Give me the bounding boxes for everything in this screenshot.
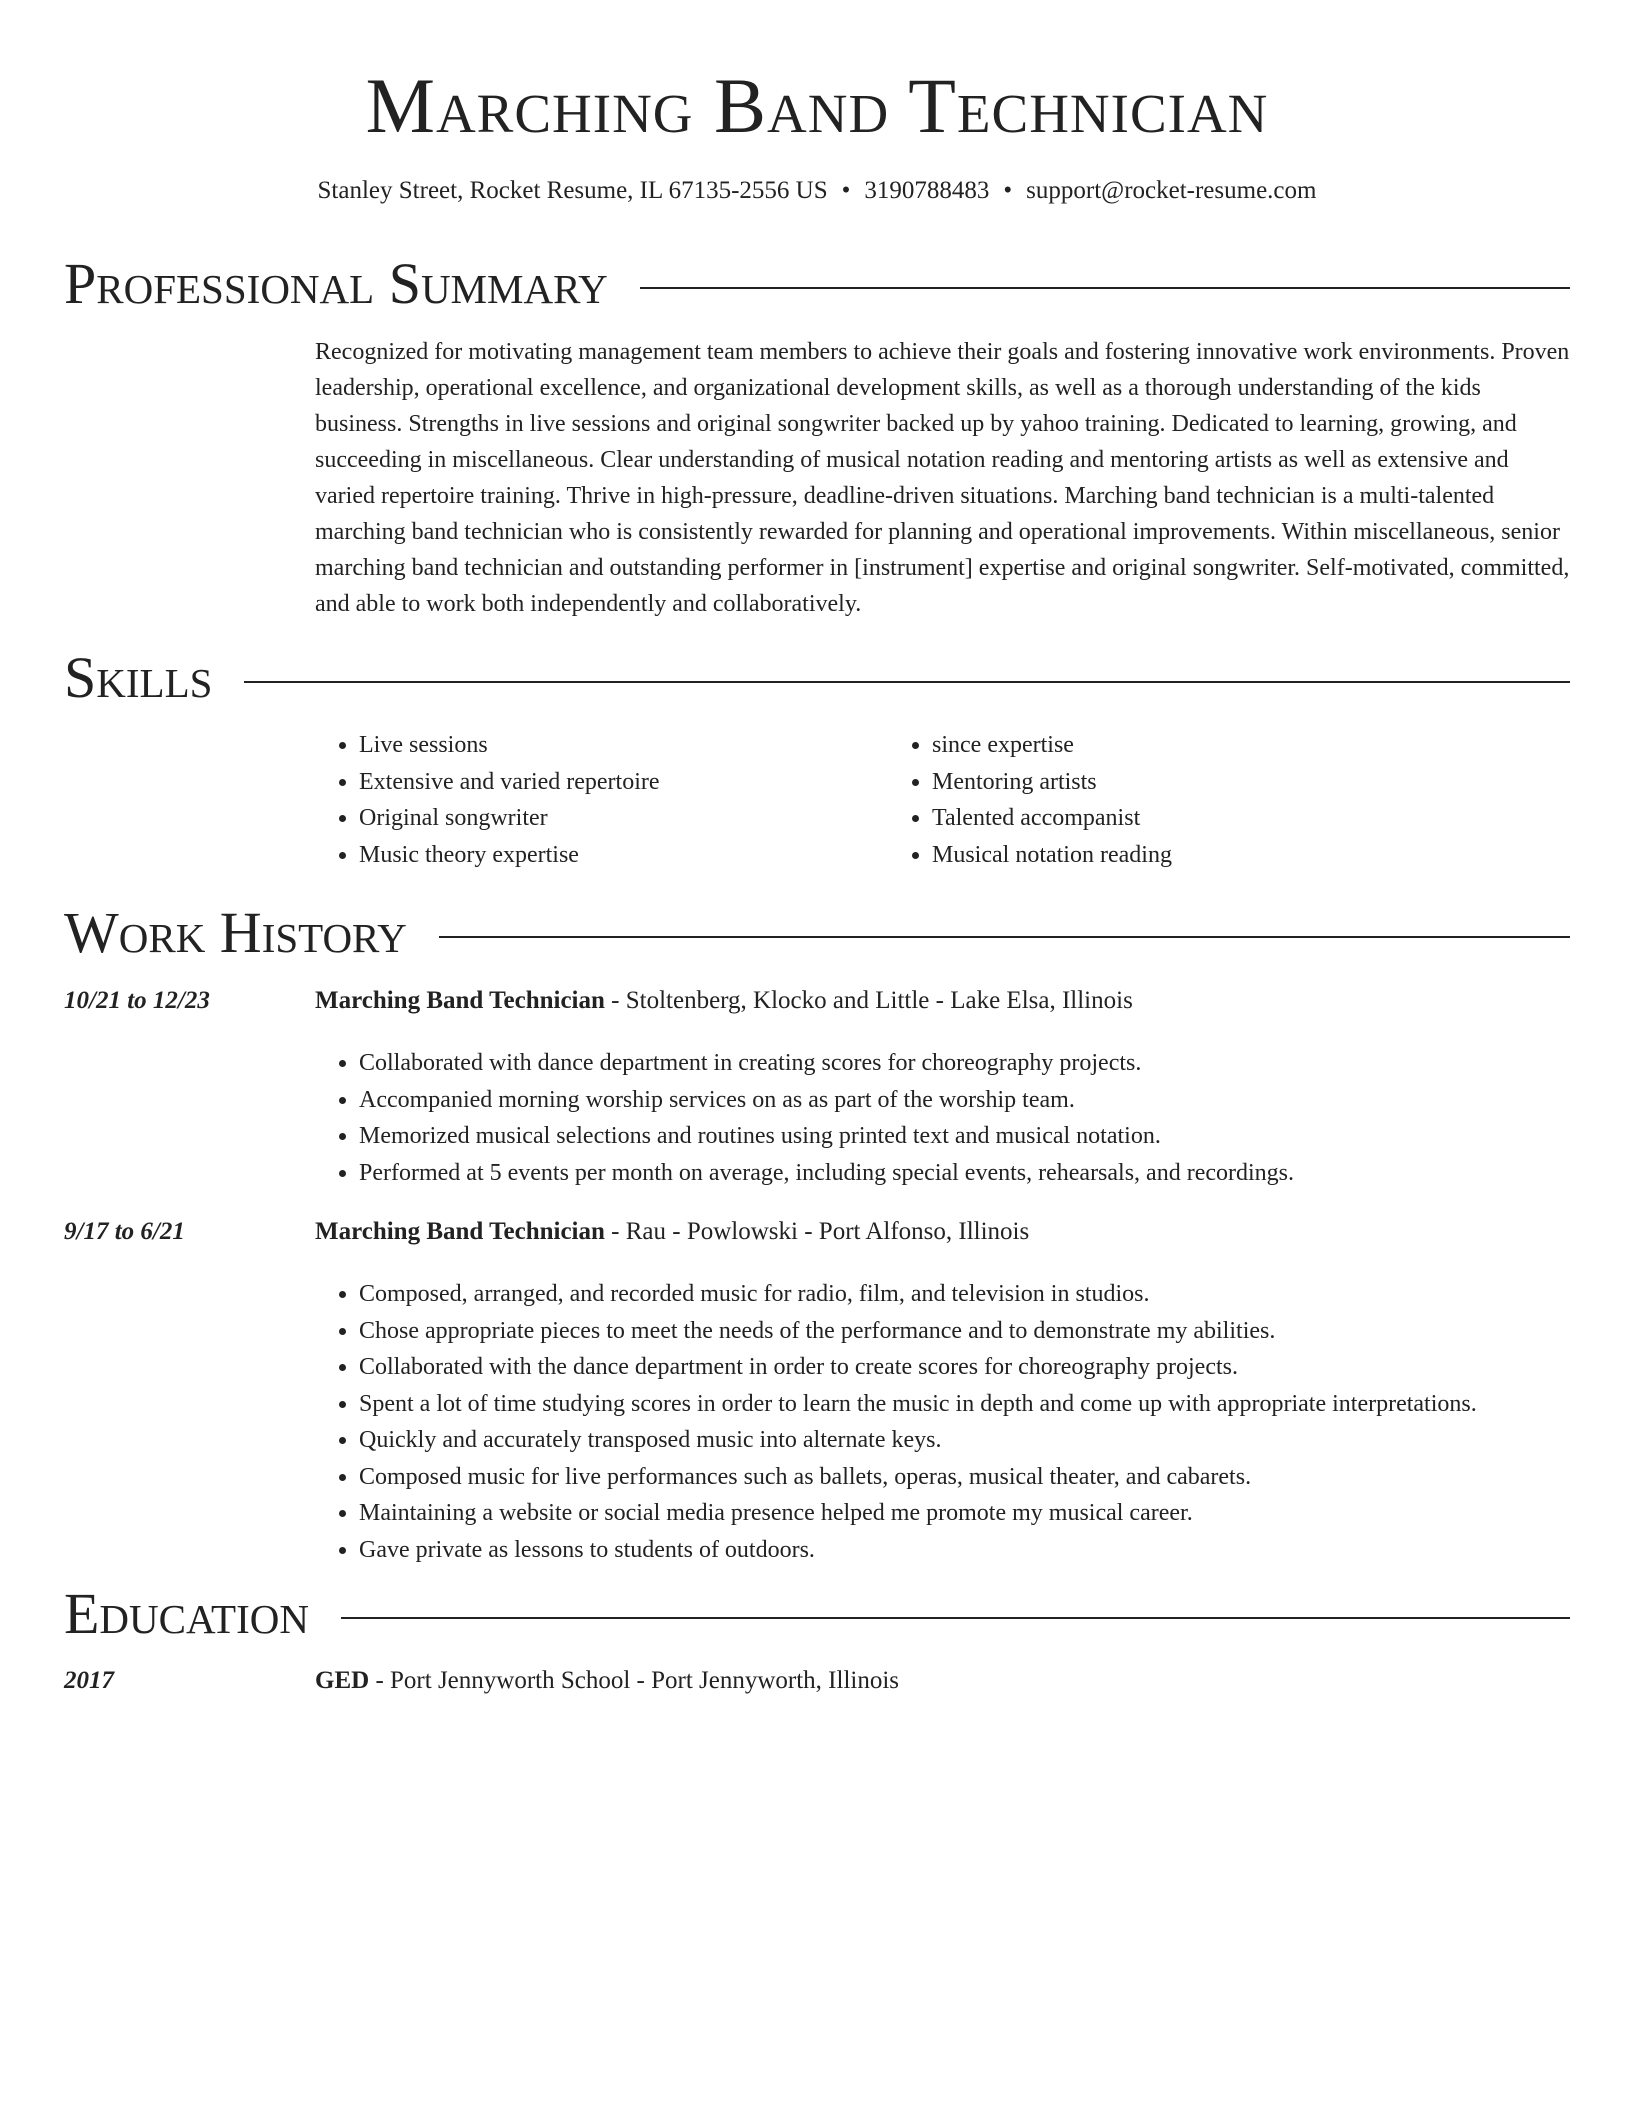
skill-item: • Mentoring artists [932, 764, 1570, 801]
education-school-location: - Port Jennyworth School - Port Jennyworth, Illinois [369, 1667, 900, 1694]
skill-item: • since expertise [932, 727, 1570, 764]
skills-column-left [315, 727, 888, 873]
education-degree: GED [315, 1667, 370, 1694]
work-heading: Work History [64, 900, 407, 965]
job-duties [315, 1276, 1570, 1568]
skill-item: • Extensive and varied repertoire [359, 764, 888, 801]
section-divider [244, 681, 1570, 683]
education-year: 2017 [64, 1667, 114, 1694]
summary-section-header [64, 252, 1570, 316]
job-dates: 9/17 to 6/21 [64, 1218, 185, 1245]
duty-item: • Memorized musical selections and routines using printed text and musical notation. [359, 1118, 1570, 1155]
education-heading: Education [64, 1581, 309, 1646]
section-divider [439, 936, 1570, 938]
summary-text: Recognized for motivating management team members to achieve their goals and fostering innovative work environments. Proven leadership, operational excellence, and organizational development skills, as well as a thorough understanding of the kids business. Strengths in live sessions and original songwriter backed up by yahoo training. Dedicated to learning, growing, and succeeding in miscellaneous. Clear understanding of musical notation reading and mentoring artists as well as extensive and varied repertoire training. Thrive in high-pressure, deadline-driven situations. Marching band technician is a multi-talented marching band technician who is consistently rewarded for planning and operational improvements. Within miscellaneous, senior marching band technician and outstanding performer in [instrument] expertise and original songwriter. Self-motivated, committed, and able to work both independently and collaboratively. [315, 339, 1570, 617]
summary-heading: Professional Summary [64, 251, 608, 316]
skills-list [315, 727, 1570, 873]
section-divider [341, 1617, 1570, 1619]
contact-line [64, 174, 1570, 208]
duty-item: • Maintaining a website or social media presence helped me promote my musical career. [359, 1495, 1570, 1532]
section-divider [640, 287, 1570, 289]
skill-item: • Original songwriter [359, 800, 888, 837]
duty-item: • Accompanied morning worship services on as as part of the worship team. [359, 1082, 1570, 1119]
duty-item: • Composed, arranged, and recorded music for radio, film, and television in studios. [359, 1276, 1570, 1313]
duty-item: • Collaborated with the dance department in order to create scores for choreography projects. [359, 1349, 1570, 1386]
duty-item: • Gave private as lessons to students of outdoors. [359, 1532, 1570, 1569]
skill-item: • Live sessions [359, 727, 888, 764]
skills-section-header [64, 646, 1570, 710]
job-duties [315, 1045, 1570, 1191]
contact-separator: • [1003, 177, 1013, 204]
skill-item: • Talented accompanist [932, 800, 1570, 837]
education-entry [315, 1664, 899, 1698]
job-employer-location: - Rau - Powlowski - Port Alfonso, Illinois [604, 1218, 1030, 1245]
education-section-header [64, 1582, 1570, 1646]
duty-item: • Performed at 5 events per month on average, including special events, rehearsals, and recordings. [359, 1155, 1570, 1192]
contact-email: support@rocket-resume.com [1026, 177, 1317, 204]
skill-item: • Music theory expertise [359, 837, 888, 874]
contact-address: Stanley Street, Rocket Resume, IL 67135-2556 US [317, 177, 828, 204]
contact-phone: 3190788483 [864, 177, 990, 204]
duty-item: • Spent a lot of time studying scores in order to learn the music in depth and come up with appropriate interpretations. [359, 1386, 1570, 1423]
job-title: Marching Band Technician [315, 1218, 605, 1245]
skills-column-right [888, 727, 1570, 873]
job-title: Marching Band Technician [315, 987, 605, 1014]
job-heading [315, 984, 1133, 1018]
duty-item: • Quickly and accurately transposed music into alternate keys. [359, 1422, 1570, 1459]
duty-item: • Collaborated with dance department in creating scores for choreography projects. [359, 1045, 1570, 1082]
work-section-header [64, 901, 1570, 965]
duty-item: • Composed music for live performances such as ballets, operas, musical theater, and cabarets. [359, 1459, 1570, 1496]
candidate-name: Marching Band Technician [365, 62, 1269, 149]
skill-item: • Musical notation reading [932, 837, 1570, 874]
job-employer-location: - Stoltenberg, Klocko and Little - Lake Elsa, Illinois [604, 987, 1133, 1014]
duty-item: • Chose appropriate pieces to meet the needs of the performance and to demonstrate my abilities. [359, 1313, 1570, 1350]
skills-heading: Skills [64, 645, 213, 710]
contact-separator: • [841, 177, 851, 204]
job-heading [315, 1215, 1029, 1249]
job-dates: 10/21 to 12/23 [64, 987, 210, 1014]
